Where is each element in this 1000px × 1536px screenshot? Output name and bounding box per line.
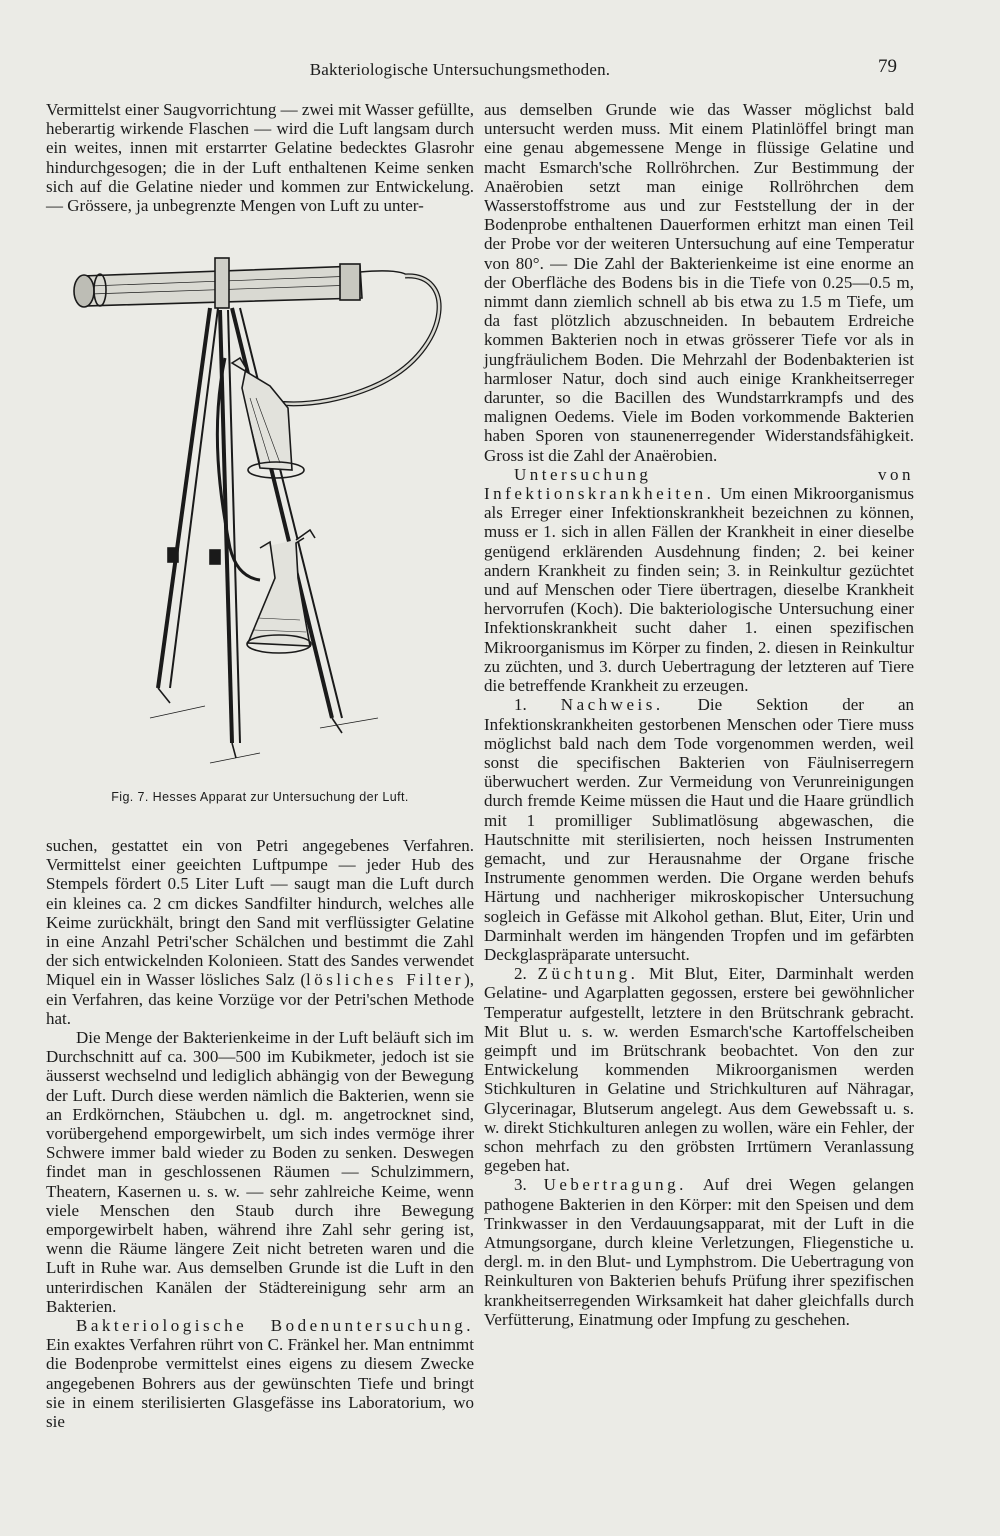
paragraph-zuechtung [484,964,914,1175]
heading-uebertragung: Uebertragung. [543,1175,687,1195]
paragraph-infektion [484,465,914,695]
boden-text: Ein exaktes Verfahren rührt von C. Fränkel her. Man entnimmt die Bodenprobe vermittelst eines eigens zu diesem Zwecke angegebenen Bohrers aus der gewünschten Tiefe und bringt sie in einem sterilisierten Glasgefässe ins Laboratorium, wo sie [46,1335,474,1432]
petri-text-end: ), ein Verfahren, das keine Vorzüge vor der Petri'schen Methode hat. [46,970,474,1028]
section-heading-infektion: Untersuchung von Infektionskrankheiten. [484,464,914,504]
lower-flask [247,530,315,653]
paragraph-menge: Die Menge der Bakterienkeime in der Luft beläuft sich im Durchschnitt auf ca. 300—500 im Kubikmeter, jedoch ist sie äusserst wechselnd und lediglich abhängig von der Bewegung der Luft. Durch diese werden nämlich die Bakterien, wenn sie an Erdkörnchen, Stäubchen u. dgl. m. angetrocknet sind, vorübergehend emporgewirbelt, um sich indes vermöge ihrer Schwere immer bald wieder zu Boden zu senken. Deswegen findet man in geschlossenen Räumen — Schulzimmern, Theatern, Kasernen u. s. w. — sehr zahlreiche Keime, wenn viele Menschen den Staub durch ihre Bewegung emporgewirbelt haben, während ihre Zahl sehr gering ist, wenn die Räume längere Zeit nicht betreten waren und die Luft in Ruhe war. Aus demselben Grunde ist die Luft in den unterirdischen Kanälen der Städtereinigung sehr arm an Bakterien. [46,1028,474,1316]
paragraph-saugvorrichtung: Vermittelst einer Saugvorrichtung — zwei mit Wasser gefüllte, heberartig wirkende Flaschen — wird die Luft langsam durch ein weites, innen mit erstarrter Gelatine bedecktes Glasrohr hindurchgesogen; die in der Luft enthaltenen Keime senken sich auf die Gelatine nieder und kommen zur Entwickelung. — Grössere, ja unbegrenzte Mengen von Luft zu unter- [46,100,474,216]
paragraph-petri [46,836,474,1028]
nachweis-text: Die Sektion der an Infektionskrankheiten gestorbenen Menschen oder Tiere muss möglichst bald nach dem Tode vorgenommen werden, weil sonst die specifischen Bakterien von Fäulniserregern überwuchert werden. Zur Vermeidung von Verunreinigungen durch fremde Keime müssen die Haut und die Haare gründlich mit 1 promilliger Sublimatlösung abgewaschen, die Hautschnitte mit sterilisierten, noch heissen Instrumenten gemacht, und zur Herausnahme der Organe frische Instrumente genommen werden. Die Organe werden behufs Härtung und nachheriger mikroskopischer Untersuchung sogleich in Gefässe mit Alkohol gethan. Blut, Eiter, Urin und Darminhalt werden im hängenden Tropfen und im gefärbten Deckglaspräparate untersucht. [484,695,914,964]
uebertragung-text: Auf drei Wegen gelangen pathogene Bakterien in den Körper: mit den Speisen und dem Trinkwasser in den Verdauungsapparat, mit der Luft in die Atmungsorgane, durch kleine Verletzungen, Fliegenstiche u. dergl. m. in den Blut- und Lymphstrom. Die Uebertragung von Reinkulturen von Bakterien behufs Prüfung ihrer spezifischen krankheitserregenden Wirksamkeit hat daher gleichfalls durch Verfütterung, Einatmung oder Impfung zu geschehen. [484,1175,914,1329]
filter-term: lösliches Filter [306,970,465,990]
page-number: 79 [878,56,897,77]
glass-tube [74,258,410,308]
heading-nachweis: Nachweis. [560,695,664,715]
zuechtung-number: 2. [514,964,538,984]
right-column [484,100,914,1329]
section-heading-boden: Bakteriologische Bodenuntersuchung. [76,1316,474,1336]
infektion-text: Um einen Mikroorganismus als Erreger einer Infektionskrankheit bezeichnen zu können, muss er 1. sich in allen Fällen der Krankheit in einer dieselbe genügend erklärenden Ausdehnung finden; 2. bei keiner andern Krankheit zu finden sein; 3. in Reinkultur gezüchtet und auf Menschen oder Tiere übertragen, dieselbe Krankheit hervorrufen (Koch). Die bakteriologische Untersuchung einer Infektionskrankheit sucht daher 1. einen spezifischen Mikroorganismus im Körper zu finden, 2. diesen in Reinkultur zu züchten, und 3. durch Uebertragung der letzteren auf Tiere die betreffende Krankheit zu erzeugen. [484,484,914,696]
left-column-top [46,100,474,215]
paragraph-nachweis [484,695,914,964]
tripod [150,308,378,763]
heading-zuechtung: Züchtung. [537,964,639,984]
nachweis-number: 1. [514,695,561,715]
upper-flask [232,358,304,478]
paragraph-uebertragung [484,1175,914,1329]
uebertragung-number: 3. [514,1175,544,1195]
paragraph-boden-continuation: aus demselben Grunde wie das Wasser möglichst bald untersucht werden muss. Mit einem Platinlöffel bringt man eine genau abgemessene Menge in flüssige Gelatine und macht Esmarch'sche Rollröhrchen. Zur Bestimmung der Anaërobien setzt man einige Rollröhrchen dem Wasserstoffstrome aus und zur Feststellung der in der Bodenprobe enthaltenen Dauerformen erhitzt man einen Teil der Probe vor der weiteren Untersuchung auf eine Temperatur von 80°. — Die Zahl der Bakterienkeime ist eine enorme an der Oberfläche des Bodens bis in die Tiefe von 0.25—0.5 m, nimmt dann ziemlich schnell ab bis etwa zu 1.5 m Tiefe, um da fast plötzlich abzuschneiden. In bebautem Erdreiche kommen Bakterien noch in etwas grösserer Tiefe vor als in jungfräulichem Boden. Die Mehrzahl der Bodenbakterien ist harmloser Natur, doch sind auch einige Krankheitserreger darunter, so die Bacillen des Wundstarrkrampfs und des malignen Oedems. Viele im Boden vorkommende Bakterien haben Sporen von staunenerregender Widerstandsfähigkeit. Gross ist die Zahl der Anaërobien. [484,100,914,465]
left-column-bottom [46,836,474,1431]
running-head: Bakteriologische Untersuchungsmethoden. [309,60,611,79]
paragraph-bodenuntersuchung [46,1316,474,1431]
petri-text: suchen, gestattet ein von Petri angegebenes Verfahren. Vermittelst einer geeichten Luftpumpe — jeder Hub des Stempels fördert 0.5 Liter Luft — saugt man die Luft durch ein kleines ca. 2 cm dickes Sandfilter hindurch, welches alle Keime zurückhält, bringt den Sand mit verflüssigter Gelatine in eine Anzahl Petri'scher Schälchen und bestimmt die Zahl der sich entwickelnden Kolonieen. Statt des Sandes verwendet Miquel ein in Wasser lösliches Salz ( [46,836,474,990]
hesse-apparatus-illustration [60,248,460,778]
zuechtung-text: Mit Blut, Eiter, Darminhalt werden Gelatine- und Agarplatten gegossen, erstere bei gewöhnlicher Temperatur aufgestellt, letztere in den Brütschrank gebracht. Mit Blut u. s. w. werden Esmarch'sche Kartoffelscheiben geimpft und im Brütschrank beobachtet. Von den zur Entwickelung kommenden Mikroorganismen werden Stichkulturen in Gelatine und Strichkulturen auf Nähragar, Glycerinagar, Blutserum angelegt. Aus dem Gewebssaft u. s. w. direkt Stichkulturen anlegen zu wollen, wäre ein Fehler, der schon mehrfach zu den gröbsten Irrtümern Veranlassung gegeben hat. [484,964,915,1176]
figure-caption: Fig. 7. Hesses Apparat zur Untersuchung der Luft. [111,790,409,804]
